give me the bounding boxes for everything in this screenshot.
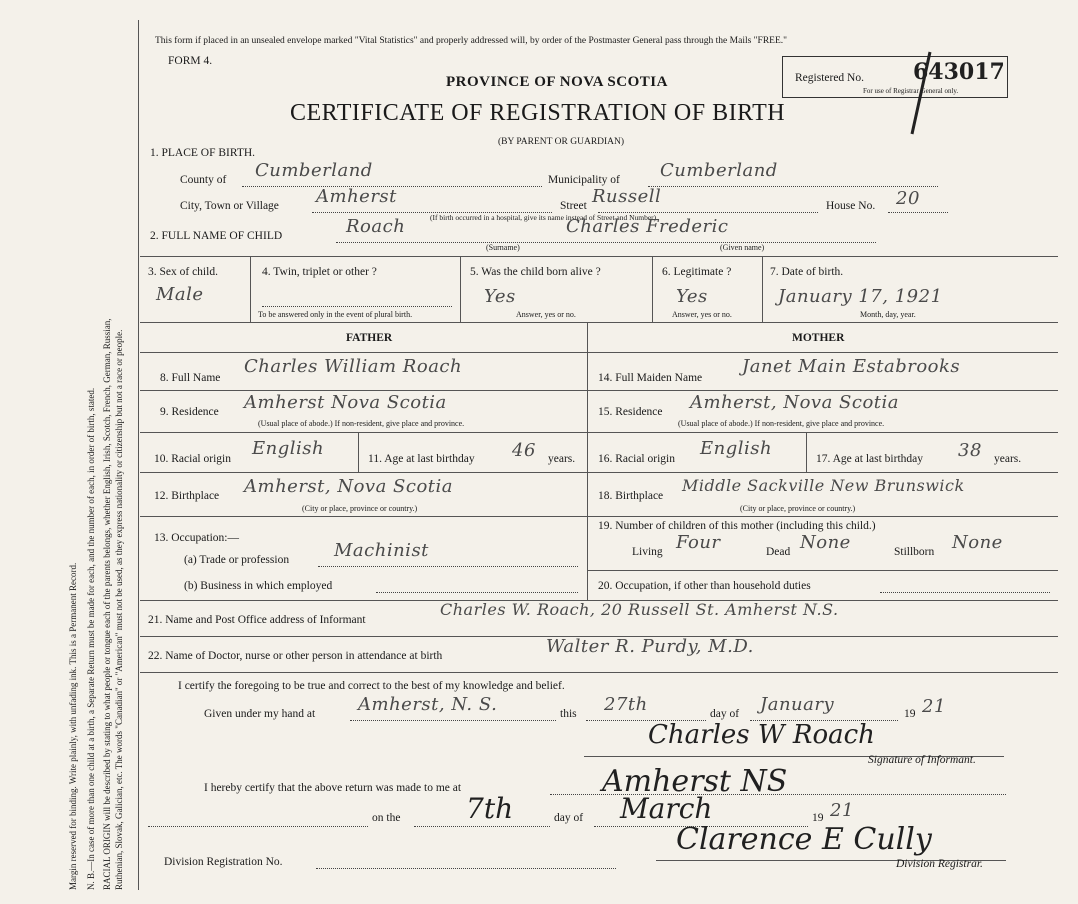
- city-label: City, Town or Village: [180, 200, 279, 212]
- certify-statement: I certify the foregoing to be true and correct to the best of my knowledge and belief.: [178, 680, 565, 692]
- twin-note: To be answered only in the event of plural birth.: [258, 310, 413, 319]
- dead-value: None: [800, 532, 851, 553]
- mother-name: Janet Main Estabrooks: [742, 356, 961, 377]
- dob-label: 7. Date of birth.: [770, 266, 844, 278]
- division-registration-label: Division Registration No.: [164, 856, 283, 868]
- street-label: Street: [560, 200, 587, 212]
- registrar-statement: I hereby certify that the above return was made to me at: [204, 782, 462, 794]
- living-value: Four: [676, 532, 721, 553]
- mother-residence: Amherst, Nova Scotia: [690, 392, 900, 413]
- children-label: 19. Number of children of this mother (including this child.): [598, 520, 876, 532]
- father-racial-label: 10. Racial origin: [154, 453, 231, 465]
- surname-note: (Surname): [486, 243, 520, 252]
- dob-value: January 17, 1921: [778, 286, 943, 307]
- postal-notice: This form if placed in an unsealed envelope marked "Vital Statistics" and properly addressed will, by order of the Postmaster General pass through the Mails "FREE.": [155, 36, 788, 46]
- registrar-day-of-label: day of: [554, 812, 584, 824]
- house-label: House No.: [826, 200, 876, 212]
- county-label: County of: [180, 174, 227, 186]
- sex-label: 3. Sex of child.: [148, 266, 218, 278]
- registrar-place: Amherst NS: [602, 764, 788, 799]
- stillborn-label: Stillborn: [894, 546, 935, 558]
- place-of-birth-label: 1. PLACE OF BIRTH.: [150, 147, 256, 159]
- city-value: Amherst: [316, 186, 397, 207]
- father-name: Charles William Roach: [244, 356, 463, 377]
- mother-residence-note: (Usual place of abode.) If non-resident, give place and province.: [678, 419, 885, 428]
- mother-birthplace-note: (City or place, province or country.): [740, 504, 856, 513]
- page-title: CERTIFICATE OF REGISTRATION OF BIRTH: [290, 100, 786, 126]
- year-prefix: 19: [904, 708, 916, 720]
- father-racial: English: [252, 438, 325, 459]
- trade-label: (a) Trade or profession: [184, 554, 290, 566]
- doctor-label: 22. Name of Doctor, nurse or other person in attendance at birth: [148, 650, 443, 662]
- stillborn-value: None: [952, 532, 1003, 553]
- registrar-month: March: [620, 792, 713, 825]
- mother-racial: English: [700, 438, 773, 459]
- mother-birthplace: Middle Sackville New Brunswick: [682, 476, 965, 495]
- dead-label: Dead: [766, 546, 791, 558]
- registrar-year: 21: [830, 800, 854, 821]
- father-birthplace-label: 12. Birthplace: [154, 490, 220, 502]
- mother-residence-label: 15. Residence: [598, 406, 663, 418]
- province-heading: PROVINCE OF NOVA SCOTIA: [446, 74, 668, 90]
- mother-heading: MOTHER: [792, 332, 845, 344]
- doctor-value: Walter R. Purdy, M.D.: [546, 636, 754, 657]
- registrar-day: 7th: [466, 792, 514, 825]
- father-name-label: 8. Full Name: [160, 372, 221, 384]
- mother-occupation-label: 20. Occupation, if other than household duties: [598, 580, 811, 592]
- mother-age: 38: [958, 440, 982, 461]
- twin-label: 4. Twin, triplet or other ?: [262, 266, 377, 278]
- given-year: 21: [922, 696, 946, 717]
- registrar-year-prefix: 19: [812, 812, 824, 824]
- margin-note-1: Margin reserved for binding. Write plainly, with unfading ink. This is a Permanent Record.: [68, 562, 78, 890]
- living-label: Living: [632, 546, 663, 558]
- dob-note: Month, day, year.: [860, 310, 916, 319]
- house-value: 20: [896, 188, 920, 209]
- registered-label: Registered No.: [795, 72, 864, 84]
- margin-note-4: Ruthenian, Slovak, Galician, etc. The words "Canadian" or "American" must not be used, as they express nationality or citizenship but not a race or people.: [114, 329, 124, 890]
- on-the-label: on the: [372, 812, 401, 824]
- alive-note: Answer, yes or no.: [516, 310, 576, 319]
- mother-name-label: 14. Full Maiden Name: [598, 372, 703, 384]
- mother-age-label: 17. Age at last birthday: [816, 453, 923, 465]
- pen-stroke-icon: [900, 50, 940, 140]
- child-name-label: 2. FULL NAME OF CHILD: [150, 230, 283, 242]
- legitimate-label: 6. Legitimate ?: [662, 266, 732, 278]
- child-given-name: Charles Frederic: [566, 216, 729, 237]
- given-month: January: [760, 694, 835, 715]
- margin-note-2: N. B.—In case of more than one child at a birth, a Separate Return must be made for each, and the number of each, in order of birth, stated.: [86, 387, 96, 890]
- hospital-note: (If birth occurred in a hospital, give its name instead of Street and Number): [430, 213, 657, 222]
- legitimate-note: Answer, yes or no.: [672, 310, 732, 319]
- county-value: Cumberland: [255, 160, 373, 181]
- registrar-note: For use of Registrar General only.: [863, 87, 959, 95]
- given-place: Amherst, N. S.: [358, 694, 498, 715]
- father-age: 46: [512, 440, 536, 461]
- father-residence-note: (Usual place of abode.) If non-resident, give place and province.: [258, 419, 465, 428]
- mother-racial-label: 16. Racial origin: [598, 453, 675, 465]
- father-residence: Amherst Nova Scotia: [244, 392, 447, 413]
- alive-label: 5. Was the child born alive ?: [470, 266, 601, 278]
- left-border: [138, 20, 139, 890]
- registrar-signature: Clarence E Cully: [676, 822, 932, 857]
- father-heading: FATHER: [346, 332, 393, 344]
- given-under-label: Given under my hand at: [204, 708, 316, 720]
- given-day: 27th: [604, 694, 648, 715]
- registered-number: 643017: [913, 59, 1005, 85]
- legitimate-value: Yes: [676, 286, 708, 307]
- this-label: this: [560, 708, 577, 720]
- mother-years: years.: [994, 453, 1022, 465]
- informant-signature: Charles W Roach: [648, 720, 875, 750]
- father-years: years.: [548, 453, 576, 465]
- municipality-label: Municipality of: [548, 174, 620, 186]
- municipality-value: Cumberland: [660, 160, 778, 181]
- trade-value: Machinist: [334, 540, 429, 561]
- informant-value: Charles W. Roach, 20 Russell St. Amherst N.S.: [440, 600, 839, 619]
- sex-value: Male: [156, 284, 204, 305]
- division-registrar-label: Division Registrar.: [896, 858, 983, 870]
- day-of-label: day of: [710, 708, 740, 720]
- street-value: Russell: [592, 186, 662, 207]
- mother-birthplace-label: 18. Birthplace: [598, 490, 664, 502]
- child-surname: Roach: [346, 216, 406, 237]
- margin-note-3: RACIAL ORIGIN will be described by stating to what people or tongue each of the parents belongs, whether English, Irish, Scotch, French, German, Russian,: [102, 318, 112, 890]
- father-age-label: 11. Age at last birthday: [368, 453, 475, 465]
- form-number: FORM 4.: [168, 55, 213, 67]
- father-occupation-label: 13. Occupation:—: [154, 532, 239, 544]
- informant-label: 21. Name and Post Office address of Informant: [148, 614, 366, 626]
- father-residence-label: 9. Residence: [160, 406, 219, 418]
- father-birthplace-note: (City or place, province or country.): [302, 504, 418, 513]
- informant-signature-label: Signature of Informant.: [868, 754, 976, 766]
- alive-value: Yes: [484, 286, 516, 307]
- given-note: (Given name): [720, 243, 765, 252]
- father-birthplace: Amherst, Nova Scotia: [244, 476, 454, 497]
- registered-box: [782, 56, 1008, 98]
- business-label: (b) Business in which employed: [184, 580, 333, 592]
- subtitle: (BY PARENT OR GUARDIAN): [498, 137, 625, 147]
